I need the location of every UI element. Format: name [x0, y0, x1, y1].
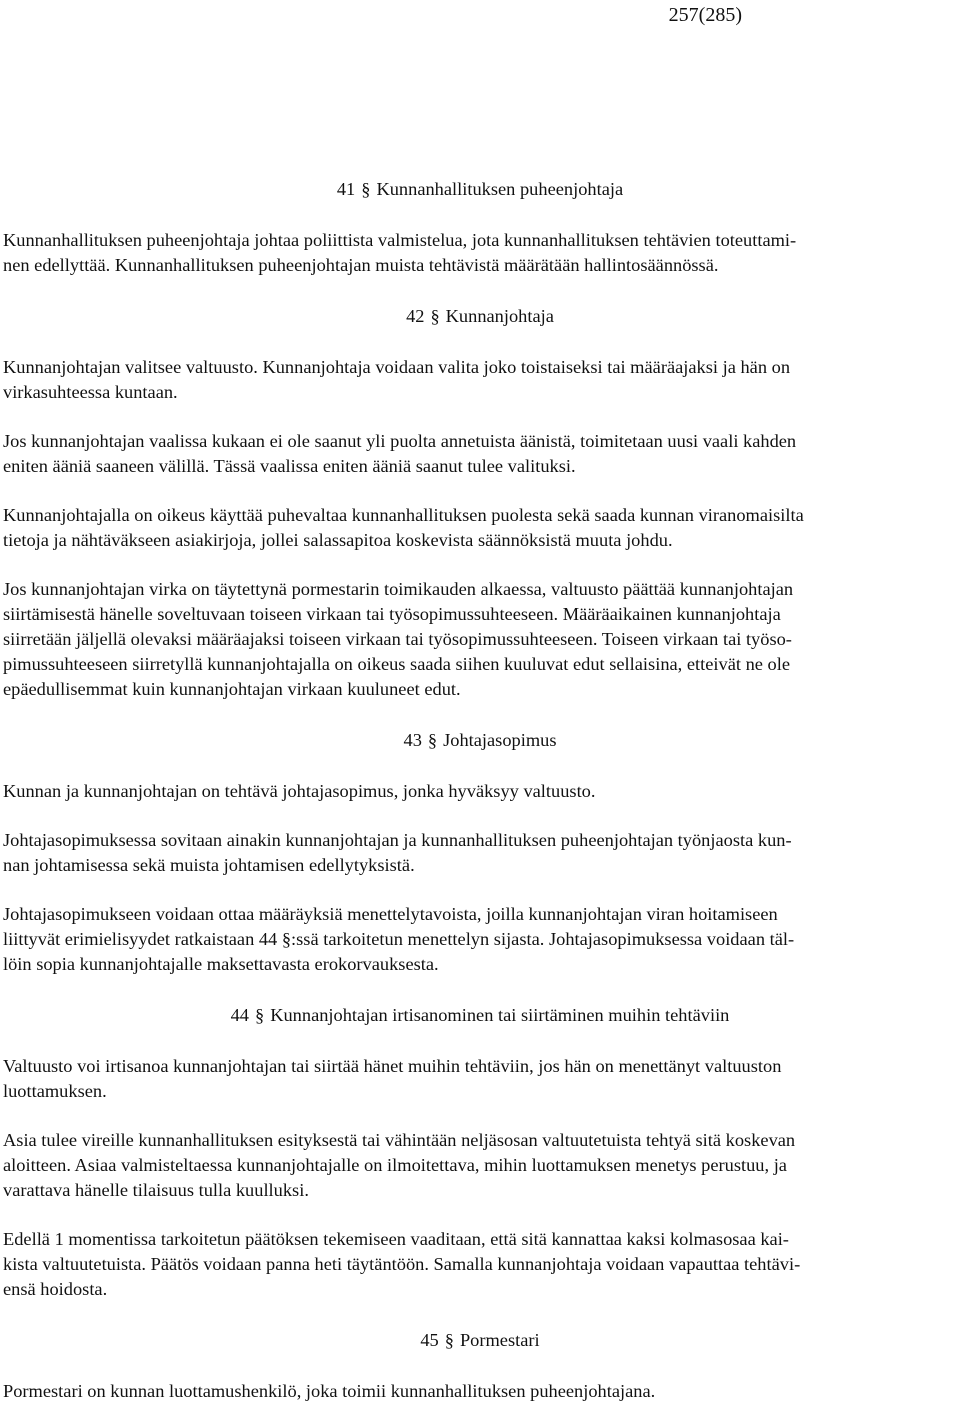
paragraph: Kunnan ja kunnanjohtajan on tehtävä johtajasopimus, jonka hyväksyy valtuusto. — [3, 781, 596, 801]
paragraph: Kunnanjohtajalla on oikeus käyttää puhevaltaa kunnanhallituksen puolesta sekä saada kunnan viranomaisilta tietoja ja nähtäväkseen asiakirjoja, jollei salassapitoa koskevista säännöksistä muuta johdu. — [3, 505, 804, 550]
section-title: Kunnanjohtaja — [445, 306, 554, 326]
paragraph: Johtajasopimuksessa sovitaan ainakin kunnanjohtajan ja kunnanhallituksen puheenjohtajan työnjaosta kun- nan johtamisessa sekä muista johtamisen edellytyksistä. — [3, 830, 792, 875]
paragraph: Kunnanjohtajan valitsee valtuusto. Kunnanjohtaja voidaan valita joko toistaiseksi tai määräajaksi ja hän on virkasuhteessa kuntaan. — [3, 357, 791, 402]
section-number: 42 — [406, 306, 425, 326]
section-sign: § — [444, 1330, 454, 1350]
section-number: 45 — [420, 1330, 439, 1350]
section-title: Pormestari — [459, 1330, 540, 1350]
document-body — [3, 177, 957, 1404]
paragraph: Edellä 1 momentissa tarkoitetun päätöksen tekemiseen vaaditaan, että sitä kannattaa kaksi kolmasosaa kai- kista valtuutetuista. Päätös voidaan panna heti täytäntöön. Samalla kunnanjohtaja voidaan vapauttaa tehtävi- ensä hoidosta. — [3, 1229, 801, 1299]
section-sign: § — [430, 306, 440, 326]
section-heading-42 — [3, 304, 957, 329]
paragraph: Jos kunnanjohtajan vaalissa kukaan ei ole saanut yli puolta annetuista äänistä, toimitetaan uusi vaali kahden eniten ääniä saaneen välillä. Tässä vaalissa eniten ääniä saanut tulee valituksi. — [3, 431, 797, 476]
section-heading-45 — [3, 1328, 957, 1353]
paragraph: Johtajasopimukseen voidaan ottaa määräyksiä menettelytavoista, joilla kunnanjohtajan viran hoitamiseen liittyvät erimielisyydet ratkaistaan 44 §:ssä tarkoitetun menettelyn sijasta. Johtajasopimuksessa voidaan täl- löin sopia kunnanjohtajalle maksettavasta erokorvauksesta. — [3, 904, 795, 974]
section-sign: § — [361, 179, 371, 199]
page-number: 257(285) — [668, 4, 742, 26]
section-sign: § — [255, 1005, 265, 1025]
section-number: 41 — [336, 179, 356, 199]
section-title: Kunnanjohtajan irtisanominen tai siirtäminen muihin tehtäviin — [270, 1005, 730, 1025]
section-heading-44 — [3, 1003, 957, 1028]
section-heading-43 — [3, 728, 957, 753]
section-sign: § — [427, 730, 438, 750]
section-title: Johtajasopimus — [443, 730, 557, 750]
paragraph: Jos kunnanjohtajan virka on täytettynä pormestarin toimikauden alkaessa, valtuusto päättää kunnanjohtajan siirtämisestä hänelle soveltuvaan toiseen virkaan tai työsopimussuhteeseen. Määräaikainen kunnanjohtaja siirretään jäljellä olevaksi määräajaksi toiseen virkaan tai työsopimussuhteeseen. Toiseen virkaan tai työso- pimussuhteeseen siirretyllä kunnanjohtajalla on oikeus saada siihen kuuluvat edut sellaisina, etteivät ne ole epäedullisemmat kuin kunnanjohtajan virkaan kuuluneet edut. — [3, 579, 794, 699]
paragraph: Kunnanhallituksen puheenjohtaja johtaa poliittista valmistelua, jota kunnanhallituksen tehtävien toteuttami- nen edellyttää. Kunnanhallituksen puheenjohtajan muista tehtävistä määrätään hallintosäännössä. — [3, 230, 797, 275]
paragraph: Asia tulee vireille kunnanhallituksen esityksestä tai vähintään neljäsosan valtuutetuista tehtyä sitä koskevan aloitteen. Asiaa valmisteltaessa kunnanjohtajalle on ilmoitettava, mihin luottamuksen menetys perustuu, ja varattava hänelle tilaisuus tulla kuulluksi. — [3, 1130, 796, 1200]
section-heading-41 — [3, 177, 957, 202]
paragraph: Pormestari on kunnan luottamushenkilö, joka toimii kunnanhallituksen puheenjohtajana. — [3, 1381, 656, 1401]
section-number: 43 — [403, 730, 422, 750]
section-number: 44 — [230, 1005, 249, 1025]
section-title: Kunnanhallituksen puheenjohtaja — [376, 179, 624, 199]
paragraph: Valtuusto voi irtisanoa kunnanjohtajan tai siirtää hänet muihin tehtäviin, jos hän on menettänyt valtuuston luottamuksen. — [3, 1056, 782, 1101]
